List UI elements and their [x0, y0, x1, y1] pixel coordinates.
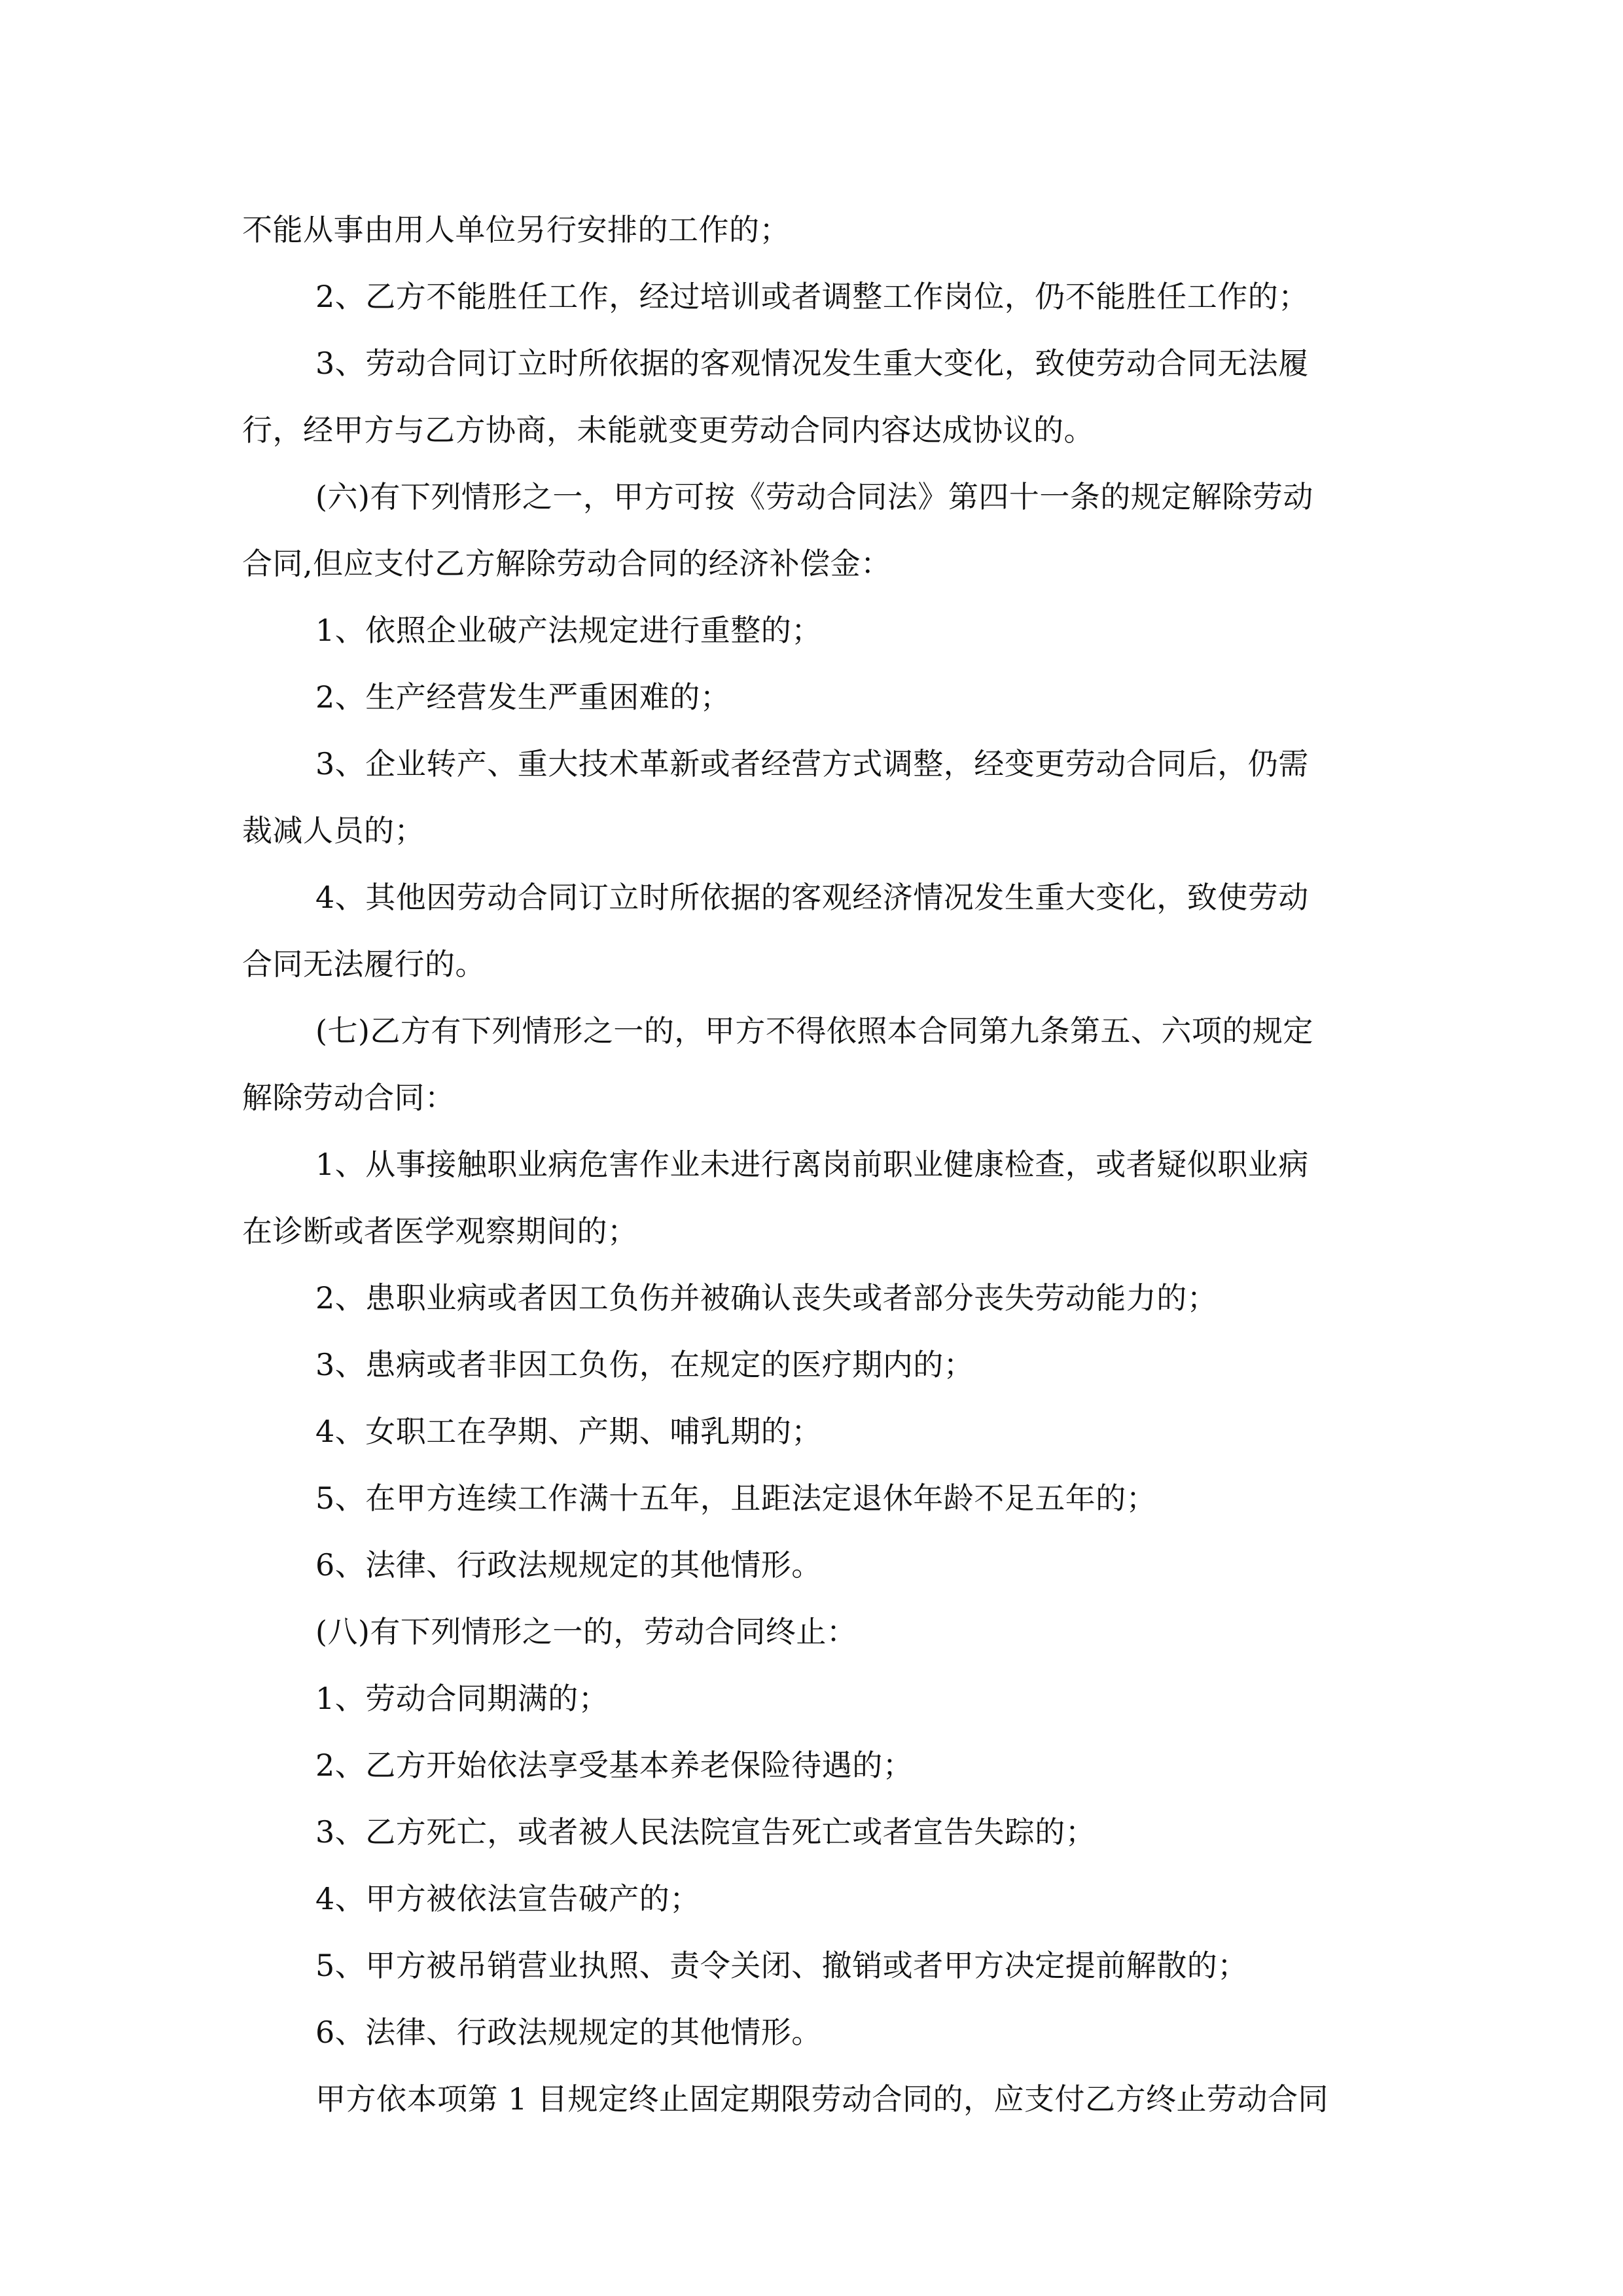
text-line: 5、在甲方连续工作满十五年，且距法定退休年龄不足五年的； [315, 1480, 1157, 1516]
text-line: 3、乙方死亡，或者被人民法院宣告死亡或者宣告失踪的； [315, 1814, 1096, 1850]
text-line: 4、女职工在孕期、产期、哺乳期的； [315, 1414, 822, 1449]
text-line: 2、患职业病或者因工负伤并被确认丧失或者部分丧失劳动能力的； [315, 1280, 1218, 1316]
text-line: 6、法律、行政法规规定的其他情形。 [315, 1547, 822, 1583]
text-line: 在诊断或者医学观察期间的； [242, 1213, 638, 1249]
text-line: 2、乙方不能胜任工作，经过培训或者调整工作岗位，仍不能胜任工作的； [315, 279, 1309, 314]
text-line: 裁减人员的； [242, 813, 425, 848]
text-line: (七)乙方有下列情形之一的，甲方不得依照本合同第九条第五、六项的规定 [315, 1013, 1313, 1049]
text-line: 解除劳动合同： [242, 1080, 455, 1115]
text-line: 甲方依本项第 1 目规定终止固定期限劳动合同的，应支付乙方终止劳动合同 [315, 2081, 1329, 2117]
text-line: 不能从事由用人单位另行安排的工作的； [242, 212, 790, 247]
text-line: 3、患病或者非因工负伤，在规定的医疗期内的； [315, 1347, 974, 1382]
text-line: 1、劳动合同期满的； [315, 1681, 609, 1716]
text-line: 3、企业转产、重大技术革新或者经营方式调整，经变更劳动合同后，仍需 [315, 746, 1309, 781]
text-line: 2、乙方开始依法享受基本养老保险待遇的； [315, 1748, 914, 1783]
text-line: 2、生产经营发生严重困难的； [315, 679, 731, 715]
text-line: 1、从事接触职业病危害作业未进行离岗前职业健康检查，或者疑似职业病 [315, 1147, 1309, 1182]
text-line: 4、其他因劳动合同订立时所依据的客观经济情况发生重大变化，致使劳动 [315, 880, 1309, 915]
text-line: 3、劳动合同订立时所依据的客观情况发生重大变化，致使劳动合同无法履 [315, 346, 1309, 381]
text-line: 4、甲方被依法宣告破产的； [315, 1881, 700, 1916]
text-line: 合同,但应支付乙方解除劳动合同的经济补偿金： [242, 546, 891, 581]
text-line: (八)有下列情形之一的，劳动合同终止： [315, 1614, 857, 1649]
text-line: 行，经甲方与乙方协商，未能就变更劳动合同内容达成协议的。 [242, 412, 1094, 448]
contract-body-text [242, 196, 1381, 2132]
text-line: 1、依照企业破产法规定进行重整的； [315, 613, 822, 648]
text-line: (六)有下列情形之一，甲方可按《劳动合同法》第四十一条的规定解除劳动 [315, 479, 1313, 514]
text-line: 5、甲方被吊销营业执照、责令关闭、撤销或者甲方决定提前解散的； [315, 1948, 1248, 1983]
text-line: 6、法律、行政法规规定的其他情形。 [315, 2015, 822, 2050]
text-line: 合同无法履行的。 [242, 946, 486, 982]
